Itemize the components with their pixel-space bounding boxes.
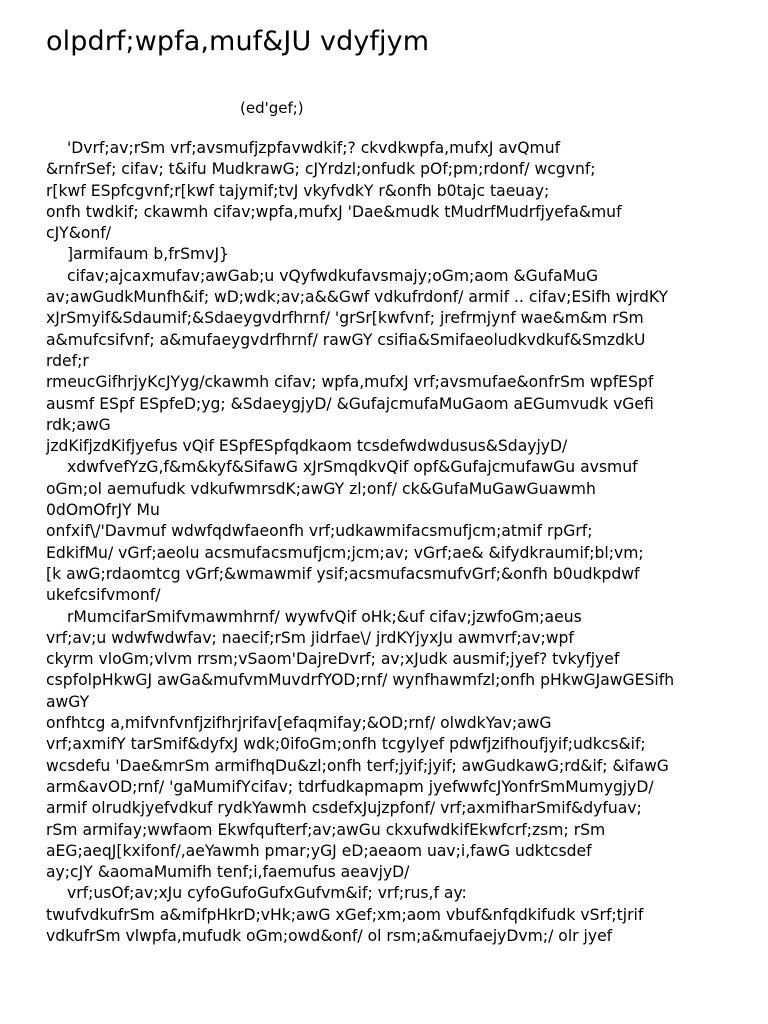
body-line: ausmf ESpf ESpfeD;yg; &SdaeygjyD/ &GufajcmufaMuGaom aEGumvudk vGefi	[46, 394, 654, 413]
body-line: ]armifaum b,frSmvJ}	[67, 245, 229, 264]
body-line: av;awGudkMunfh&if; wD;wdk;av;a&&Gwf vdkufrdonf/ armif .. cifav;ESifh wjrdKY	[46, 288, 669, 307]
body-line: cifav;ajcaxmufav;awGab;u vQyfwdkufavsmajy;oGm;aom &GufaMuG	[67, 266, 599, 285]
document-body	[46, 138, 736, 947]
body-line: rdef;r	[46, 351, 89, 370]
body-line: EdkifMu/ vGrf;aeolu acsmufacsmufjcm;jcm;av; vGrf;ae& &ifydkraumif;bl;vm;	[46, 543, 644, 562]
body-line: vrf;av;u wdwfwdwfav; naecif;rSm jidrfae\/ jrdKYjyxJu awmvrf;av;wpf	[46, 628, 574, 647]
body-line: oGm;ol aemufudk vdkufwmrsdK;awGY zl;onf/ ck&GufaMuGawGuawmh	[46, 479, 596, 498]
body-line: cJY&onf/	[46, 224, 112, 243]
body-line: xdwfvefYzG,f&m&kyf&SifawG xJrSmqdkvQif opf&GufajcmufawGu avsmuf	[67, 458, 638, 477]
body-line: onfxif\/'Davmuf wdwfqdwfaeonfh vrf;udkawmifacsmufjcm;atmif rpGrf;	[46, 522, 593, 541]
body-line: rMumcifarSmifvmawmhrnf/ wywfvQif oHk;&uf cifav;jzwfoGm;aeus	[67, 607, 582, 626]
document-subtitle: (ed'gef;)	[240, 99, 304, 117]
body-line: twufvdkufrSm a&mifpHkrD;vHk;awG xGef;xm;aom vbuf&nfqdkifudk vSrf;tjrif	[46, 905, 644, 924]
body-line: vrf;usOf;av;xJu cyfoGufoGufxGufvm&if; vrf;rus,f ay:	[67, 884, 467, 903]
body-line: aEG;aeqJ[kxifonf/,aeYawmh pmar;yGJ eD;aeaom uav;i,fawG udktcsdef	[46, 841, 592, 860]
body-line: 0dOmOfrJY Mu	[46, 501, 160, 520]
body-line: arm&avOD;rnf/ 'gaMumifYcifav; tdrfudkapmapm jyefwwfcJYonfrSmMumygjyD/	[46, 777, 654, 796]
body-line: 'Dvrf;av;rSm vrf;avsmufjzpfavwdkif;? ckvdkwpfa,mufxJ avQmuf	[67, 139, 561, 157]
body-line: ukefcsifvmonf/	[46, 586, 161, 605]
body-line: jzdKifjzdKifjyefus vQif ESpfESpfqdkaom tcsdefwdwdusus&SdayjyD/	[46, 437, 568, 456]
body-line: ckyrm vloGm;vlvm rrsm;vSaom'DajreDvrf; av;xJudk ausmif;jyef? tvkyfjyef	[46, 650, 620, 669]
body-line: cspfolpHkwGJ awGa&mufvmMuvdrfYOD;rnf/ wynfhawmfzl;onfh pHkwGJawGESifh	[46, 671, 675, 690]
body-line: wcsdefu 'Dae&mrSm armifhqDu&zl;onfh terf;jyif;jyif; awGudkawG;rd&if; &ifawG	[46, 756, 669, 775]
body-line: r[kwf ESpfcgvnf;r[kwf tajymif;tvJ vkyfvdkY r&onfh b0tajc taeuay;	[46, 181, 550, 200]
body-line: rmeucGifhrjyKcJYyg/ckawmh cifav; wpfa,mufxJ vrf;avsmufae&onfrSm wpfESpf	[46, 373, 654, 392]
body-line: vrf;axmifY tarSmif&dyfxJ wdk;0ifoGm;onfh tcgylyef pdwfjzifhoufjyif;udkcs&if;	[46, 735, 646, 754]
body-line: onfh twdkif; ckawmh cifav;wpfa,mufxJ 'Dae&mudk tMudrfMudrfjyefa&muf	[46, 202, 622, 221]
body-line: rSm armifay;wwfaom Ekwfqufterf;av;awGu ckxufwdkifEkwfcrf;zsm; rSm	[46, 820, 606, 839]
body-line: [k awG;rdaomtcg vGrf;&wmawmif ysif;acsmufacsmufvGrf;&onfh b0udkpdwf	[46, 564, 640, 583]
body-line: rdk;awG	[46, 415, 111, 434]
body-line: a&mufcsifvnf; a&mufaeygvdrfhrnf/ rawGY csifia&Smifaeoludkvdkuf&SmzdkU	[46, 330, 646, 349]
body-line: awGY	[46, 692, 90, 711]
body-line: xJrSmyif&Sdaumif;&Sdaeygvdrfhrnf/ 'grSr[kwfvnf; jrefrmjynf wae&m&m rSm	[46, 309, 644, 328]
document-title: olpdrf;wpfa,muf&JU vdyfjym	[46, 26, 430, 57]
body-line: armif olrudkjyefvdkuf rydkYawmh csdefxJujzpfonf/ vrf;axmifharSmif&dyfuav;	[46, 799, 642, 818]
body-line: ay;cJY &aomaMumifh tenf;i,faemufus aeavjyD/	[46, 863, 410, 882]
body-line: &rnfrSef; cifav; t&ifu MudkrawG; cJYrdzl;onfudk pOf;pm;rdonf/ wcgvnf;	[46, 160, 596, 179]
body-line: onfhtcg a,mifvnfvnfjzifhrjrifav[efaqmifay;&OD;rnf/ olwdkYav;awG	[46, 714, 552, 733]
body-line: vdkufrSm vlwpfa,mufudk oGm;owd&onf/ ol rsm;a&mufaejyDvm;/ olr jyef	[46, 926, 613, 945]
